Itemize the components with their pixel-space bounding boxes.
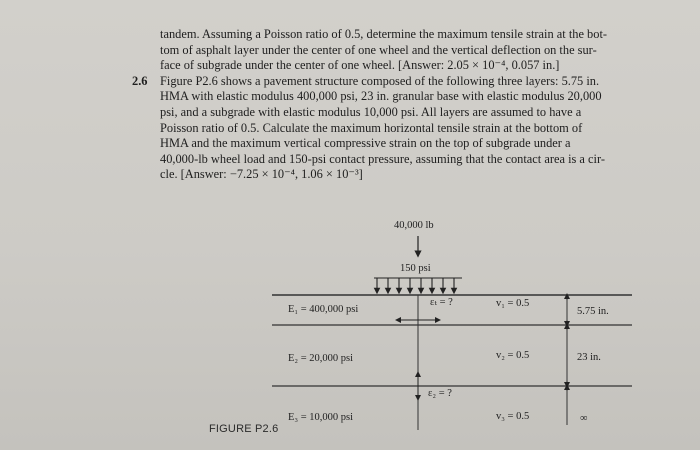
text-line: face of subgrade under the center of one wheel. [Answer: 2.05 × 10⁻⁴, 0.057 in.] (160, 58, 560, 73)
text-line: psi, and a subgrade with elastic modulus 10,000 psi. All layers are assumed to have a (160, 104, 582, 119)
layer-2-poisson: v₂ = 0.5 (496, 350, 530, 361)
layer-1-poisson: v₁ = 0.5 (496, 298, 530, 309)
compressive-strain-label: ε₂ = ? (428, 388, 452, 399)
pressure-label: 150 psi (400, 263, 431, 274)
text-line: cle. [Answer: −7.25 × 10⁻⁴, 1.06 × 10⁻³] (160, 167, 363, 182)
load-label: 40,000 lb (394, 220, 434, 231)
layer-3-poisson: v₃ = 0.5 (496, 411, 530, 422)
layer-1-thickness: 5.75 in. (577, 306, 609, 317)
layer-2-modulus: E₂ = 20,000 psi (288, 353, 353, 364)
layer-2-thickness: 23 in. (577, 352, 601, 363)
figure-caption: FIGURE P2.6 (209, 423, 279, 435)
layer-3-modulus: E₃ = 10,000 psi (288, 412, 353, 423)
problem-number: 2.6 (132, 73, 148, 88)
layer-1-modulus: E₁ = 400,000 psi (288, 304, 359, 315)
tensile-strain-label: εₜ = ? (430, 297, 453, 308)
text-line: HMA with elastic modulus 400,000 psi, 23 in. granular base with elastic modulus 20,000 (160, 89, 602, 104)
text-line: tom of asphalt layer under the center of one wheel and the vertical deflection on the sur- (160, 42, 597, 57)
contact-pressure-arrows (374, 278, 462, 291)
text-line: HMA and the maximum vertical compressive strain on the top of subgrade under a (160, 136, 571, 151)
text-line: 40,000-lb wheel load and 150-psi contact pressure, assuming that the contact area is a cir- (160, 151, 605, 166)
text-line: Poisson ratio of 0.5. Calculate the maximum horizontal tensile strain at the bottom of (160, 120, 583, 135)
text-line: tandem. Assuming a Poisson ratio of 0.5, determine the maximum tensile strain at the bot- (160, 27, 608, 41)
text-line: Figure P2.6 shows a pavement structure composed of the following three layers: 5.75 in. (160, 73, 600, 88)
layer-3-thickness: ∞ (580, 413, 588, 424)
